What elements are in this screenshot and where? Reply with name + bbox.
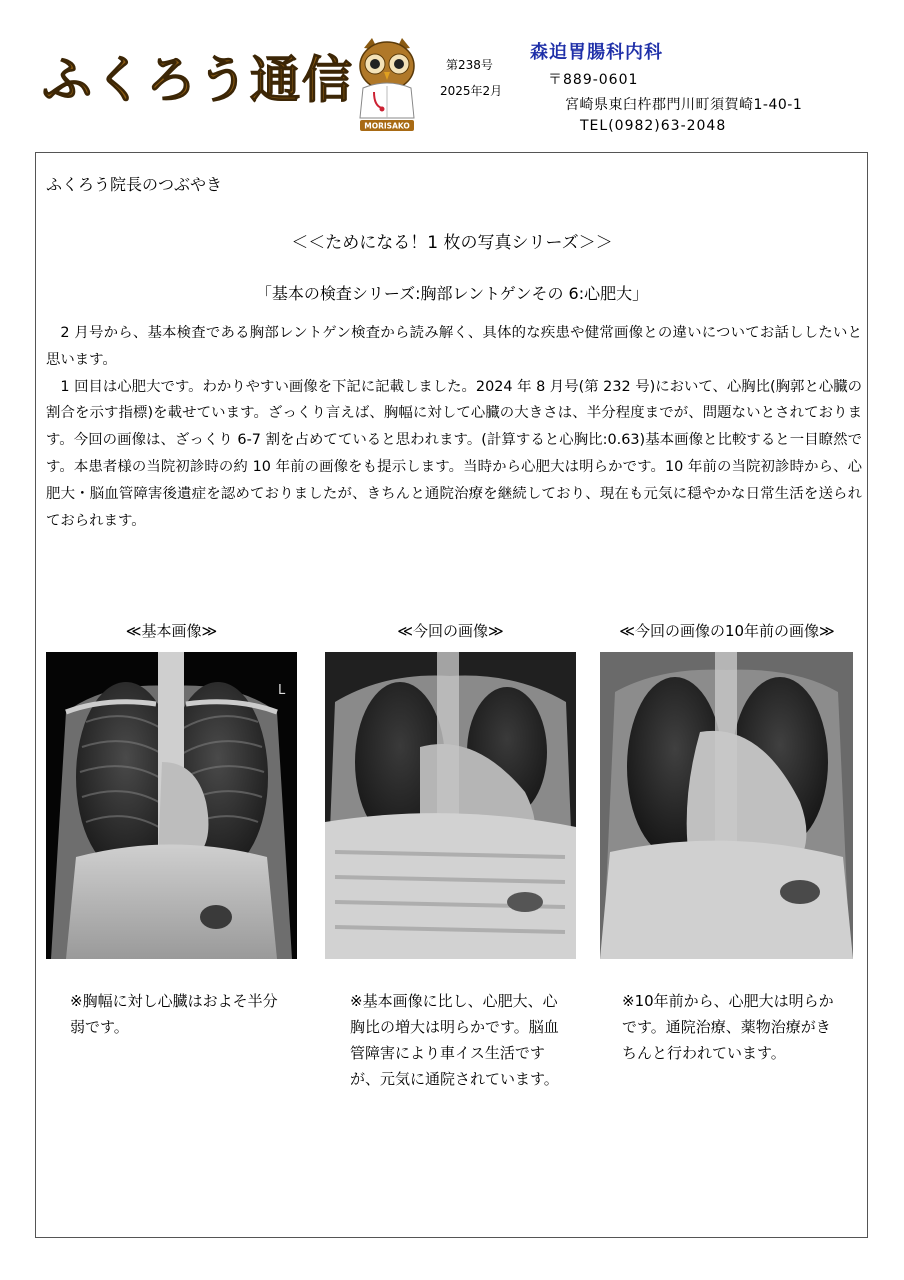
clinic-name: 森迫胃腸科内科 xyxy=(530,42,663,63)
newsletter-masthead: ふくろう通信 xyxy=(42,50,354,109)
series-title: ＜＜ためになる！1 枚の写真シリーズ＞＞ xyxy=(291,233,613,253)
figure-title-current: ≪今回の画像≫ xyxy=(397,622,504,640)
paragraph: 1 回目は心肥大です。わかりやすい画像を下記に記載しました。2024 年 8 月号(第 232 号)において、心胸比(胸郭と心臓の割合を示す指標)を載せています。ざっくり言えば、胸幅に対して心臓の大きさは、半分程度までが、問題ないとされております。今回の画像は、ざっくり 6-7 割を占めてていると思われます。(計算すると心胸比:0.63)基本画像と比較すると一目瞭然です。本患者様の当院初診時の約 10 年前の画像をも提示します。当時から心肥大は明らかです。10 年前の当院初診時から、心肥大・脳血管障害後遺症を認めておりましたが、きちんと通院治療を継続しており、現在も元気に穏やかな日常生活を送られておられます。 xyxy=(46,378,863,529)
owl-doctor-logo xyxy=(352,34,422,132)
chest-xray-10-years-ago-image xyxy=(600,652,853,959)
figure-note-current: ※基本画像に比し、心肥大、心胸比の増大は明らかです。脳血管障害により車イス生活ですが、元気に通院されています。 xyxy=(350,992,559,1088)
postal-code: 〒889-0601 xyxy=(548,72,639,88)
paragraph: 2 月号から、基本検査である胸部レントゲン検査から読み解く、具体的な疾患や健常画像との違いについてお話ししたいと思います。 xyxy=(46,325,862,368)
owl-badge-text: MORISAKO xyxy=(364,121,410,131)
issue-number: 第238号 xyxy=(446,58,493,72)
figure-title-10-years-ago: ≪今回の画像の10年前の画像≫ xyxy=(619,622,835,640)
article-subtitle: 「基本の検査シリーズ:胸部レントゲンその 6:心肥大」 xyxy=(255,284,649,303)
figure-note-basic: ※胸幅に対し心臓はおよそ半分弱です。 xyxy=(70,992,278,1036)
column-kicker: ふくろう院長のつぶやき xyxy=(46,175,223,194)
figure-title-basic: ≪基本画像≫ xyxy=(125,622,218,640)
issue-date: 2025年2月 xyxy=(440,84,503,98)
figure-note-10-years-ago: ※10年前から、心肥大は明らかです。通院治療、薬物治療がきちんと行われています。 xyxy=(622,992,834,1062)
chest-xray-current-image xyxy=(325,652,576,959)
chest-xray-basic-image xyxy=(46,652,297,959)
xray-side-marker: L xyxy=(278,683,286,698)
clinic-phone: TEL(0982)63-2048 xyxy=(580,118,727,134)
article-body xyxy=(46,320,862,534)
clinic-address: 宮崎県東臼杵郡門川町須賀崎1-40-1 xyxy=(565,97,803,113)
